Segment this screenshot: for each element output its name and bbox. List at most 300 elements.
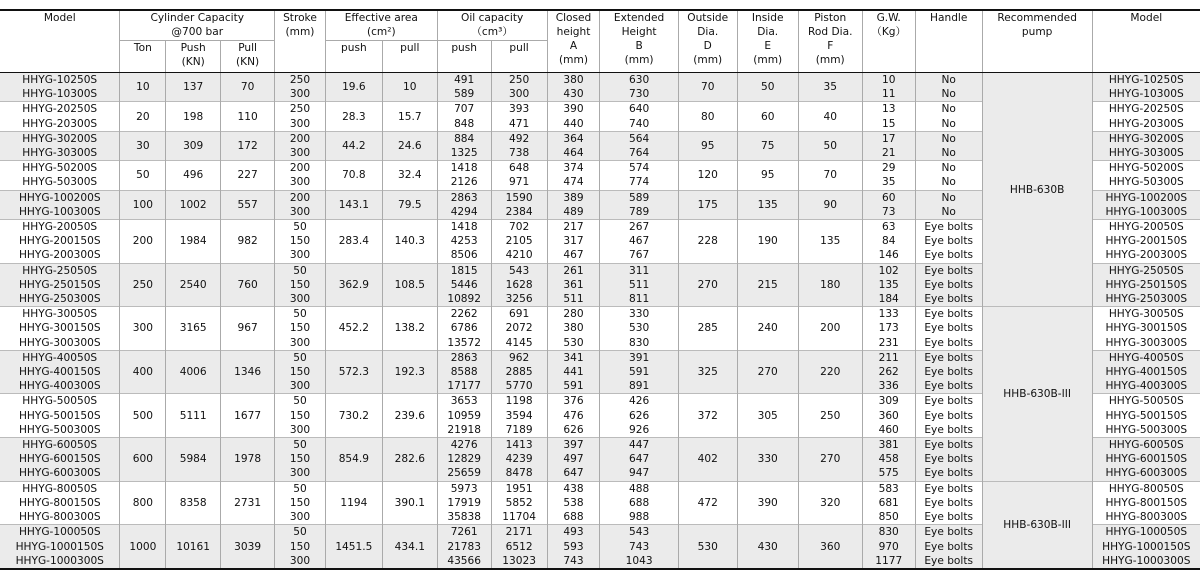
oil-pull-cell: 962 (491, 350, 547, 365)
model-right-cell: HHYG-10250S (1092, 73, 1200, 88)
pull-kn-cell: 967 (221, 307, 275, 351)
model-cell: HHYG-300150S (0, 321, 120, 335)
stroke-cell: 300 (275, 336, 326, 351)
handle-cell: Eye bolts (915, 248, 982, 263)
stroke-cell: 300 (275, 466, 326, 481)
oil-pull-cell: 250 (491, 73, 547, 88)
extended-height-cell: 988 (600, 510, 678, 525)
header-oil-capacity: Oil capacity （cm³） (437, 10, 547, 41)
model-right-cell: HHYG-30050S (1092, 307, 1200, 322)
area-push-cell: 19.6 (325, 73, 382, 102)
push-kn-cell: 5984 (166, 438, 221, 482)
model-right-cell: HHYG-100050S (1092, 525, 1200, 540)
outside-dia-cell: 372 (678, 394, 737, 438)
closed-height-cell: 440 (547, 117, 600, 132)
stroke-cell: 150 (275, 365, 326, 379)
model-cell: HHYG-800300S (0, 510, 120, 525)
area-push-cell: 283.4 (325, 220, 382, 264)
area-pull-cell: 140.3 (382, 220, 437, 264)
closed-height-cell: 538 (547, 496, 600, 510)
gross-weight-cell: 575 (862, 466, 915, 481)
area-pull-cell: 138.2 (382, 307, 437, 351)
handle-cell: Eye bolts (915, 365, 982, 379)
extended-height-cell: 467 (600, 234, 678, 248)
gross-weight-cell: 84 (862, 234, 915, 248)
handle-cell: Eye bolts (915, 292, 982, 307)
area-pull-cell: 79.5 (382, 190, 437, 219)
inside-dia-cell: 215 (737, 263, 798, 307)
handle-cell: No (915, 131, 982, 146)
model-cell: HHYG-40050S (0, 350, 120, 365)
model-cell: HHYG-20300S (0, 117, 120, 132)
inside-dia-cell: 305 (737, 394, 798, 438)
oil-push-cell: 43566 (437, 554, 491, 569)
oil-push-cell: 10892 (437, 292, 491, 307)
handle-cell: No (915, 205, 982, 220)
push-kn-cell: 309 (166, 131, 221, 160)
area-push-cell: 28.3 (325, 102, 382, 131)
ton-cell: 1000 (120, 525, 166, 569)
extended-height-cell: 564 (600, 131, 678, 146)
oil-pull-cell: 691 (491, 307, 547, 322)
gross-weight-cell: 133 (862, 307, 915, 322)
model-right-cell: HHYG-1000300S (1092, 554, 1200, 569)
model-right-cell: HHYG-250150S (1092, 278, 1200, 292)
gross-weight-cell: 146 (862, 248, 915, 263)
push-kn-cell: 8358 (166, 481, 221, 525)
model-cell: HHYG-20050S (0, 220, 120, 235)
closed-height-cell: 341 (547, 350, 600, 365)
header-handle: Handle (915, 10, 982, 73)
gross-weight-cell: 970 (862, 540, 915, 554)
gross-weight-cell: 11 (862, 87, 915, 102)
oil-push-cell: 2863 (437, 350, 491, 365)
inside-dia-cell: 60 (737, 102, 798, 131)
gross-weight-cell: 360 (862, 409, 915, 423)
gross-weight-cell: 17 (862, 131, 915, 146)
area-push-cell: 143.1 (325, 190, 382, 219)
pull-kn-cell: 70 (221, 73, 275, 102)
model-cell: HHYG-100300S (0, 205, 120, 220)
extended-height-cell: 789 (600, 205, 678, 220)
handle-cell: No (915, 102, 982, 117)
header-extended-height: Extended Height B (mm) (600, 10, 678, 73)
stroke-cell: 50 (275, 481, 326, 496)
gross-weight-cell: 73 (862, 205, 915, 220)
oil-pull-cell: 11704 (491, 510, 547, 525)
oil-pull-cell: 1628 (491, 278, 547, 292)
oil-pull-cell: 13023 (491, 554, 547, 569)
stroke-cell: 50 (275, 350, 326, 365)
header-oil-pull: pull (491, 41, 547, 73)
gross-weight-cell: 460 (862, 423, 915, 438)
closed-height-cell: 280 (547, 307, 600, 322)
extended-height-cell: 589 (600, 190, 678, 205)
gross-weight-cell: 262 (862, 365, 915, 379)
oil-push-cell: 2863 (437, 190, 491, 205)
area-pull-cell: 32.4 (382, 161, 437, 190)
handle-cell: No (915, 190, 982, 205)
closed-height-cell: 474 (547, 175, 600, 190)
oil-pull-cell: 4210 (491, 248, 547, 263)
model-right-cell: HHYG-400300S (1092, 379, 1200, 394)
gross-weight-cell: 63 (862, 220, 915, 235)
stroke-cell: 300 (275, 205, 326, 220)
area-pull-cell: 282.6 (382, 438, 437, 482)
model-cell: HHYG-25050S (0, 263, 120, 278)
area-pull-cell: 192.3 (382, 350, 437, 394)
header-gross-weight: G.W. （Kg） (862, 10, 915, 73)
stroke-cell: 250 (275, 102, 326, 117)
model-right-cell: HHYG-250300S (1092, 292, 1200, 307)
oil-push-cell: 1815 (437, 263, 491, 278)
handle-cell: Eye bolts (915, 350, 982, 365)
closed-height-cell: 361 (547, 278, 600, 292)
extended-height-cell: 447 (600, 438, 678, 453)
handle-cell: Eye bolts (915, 510, 982, 525)
pull-kn-cell: 1677 (221, 394, 275, 438)
model-cell: HHYG-10300S (0, 87, 120, 102)
header-closed-height: Closed height A (mm) (547, 10, 600, 73)
oil-push-cell: 1418 (437, 161, 491, 176)
oil-push-cell: 6786 (437, 321, 491, 335)
piston-rod-dia-cell: 90 (798, 190, 862, 219)
piston-rod-dia-cell: 180 (798, 263, 862, 307)
closed-height-cell: 647 (547, 466, 600, 481)
recommended-pump-cell: HHB-630B (982, 73, 1092, 307)
handle-cell: Eye bolts (915, 554, 982, 569)
extended-height-cell: 767 (600, 248, 678, 263)
inside-dia-cell: 240 (737, 307, 798, 351)
stroke-cell: 50 (275, 307, 326, 322)
closed-height-cell: 364 (547, 131, 600, 146)
pull-kn-cell: 760 (221, 263, 275, 307)
piston-rod-dia-cell: 320 (798, 481, 862, 525)
gross-weight-cell: 10 (862, 73, 915, 88)
gross-weight-cell: 135 (862, 278, 915, 292)
model-right-cell: HHYG-25050S (1092, 263, 1200, 278)
model-right-cell: HHYG-500300S (1092, 423, 1200, 438)
oil-push-cell: 7261 (437, 525, 491, 540)
header-model-right: Model (1092, 10, 1200, 73)
model-right-cell: HHYG-100300S (1092, 205, 1200, 220)
model-cell: HHYG-100200S (0, 190, 120, 205)
oil-push-cell: 21918 (437, 423, 491, 438)
gross-weight-cell: 381 (862, 438, 915, 453)
ton-cell: 200 (120, 220, 166, 264)
push-kn-cell: 3165 (166, 307, 221, 351)
pull-kn-cell: 982 (221, 220, 275, 264)
handle-cell: Eye bolts (915, 525, 982, 540)
ton-cell: 50 (120, 161, 166, 190)
stroke-cell: 300 (275, 117, 326, 132)
oil-push-cell: 589 (437, 87, 491, 102)
model-right-cell: HHYG-10300S (1092, 87, 1200, 102)
ton-cell: 400 (120, 350, 166, 394)
stroke-cell: 300 (275, 146, 326, 161)
extended-height-cell: 730 (600, 87, 678, 102)
piston-rod-dia-cell: 40 (798, 102, 862, 131)
closed-height-cell: 743 (547, 554, 600, 569)
area-pull-cell: 434.1 (382, 525, 437, 569)
model-cell: HHYG-30300S (0, 146, 120, 161)
table-header (0, 10, 1200, 73)
extended-height-cell: 330 (600, 307, 678, 322)
oil-push-cell: 1325 (437, 146, 491, 161)
model-cell: HHYG-30200S (0, 131, 120, 146)
model-cell: HHYG-600300S (0, 466, 120, 481)
handle-cell: Eye bolts (915, 394, 982, 409)
push-kn-cell: 10161 (166, 525, 221, 569)
closed-height-cell: 467 (547, 248, 600, 263)
area-push-cell: 44.2 (325, 131, 382, 160)
outside-dia-cell: 95 (678, 131, 737, 160)
oil-pull-cell: 7189 (491, 423, 547, 438)
handle-cell: Eye bolts (915, 466, 982, 481)
stroke-cell: 150 (275, 452, 326, 466)
oil-push-cell: 1418 (437, 220, 491, 235)
inside-dia-cell: 75 (737, 131, 798, 160)
area-pull-cell: 24.6 (382, 131, 437, 160)
closed-height-cell: 438 (547, 481, 600, 496)
header-push-kn: Push (KN) (166, 41, 221, 73)
oil-pull-cell: 393 (491, 102, 547, 117)
area-push-cell: 1194 (325, 481, 382, 525)
oil-pull-cell: 6512 (491, 540, 547, 554)
oil-pull-cell: 4239 (491, 452, 547, 466)
outside-dia-cell: 325 (678, 350, 737, 394)
model-right-cell: HHYG-40050S (1092, 350, 1200, 365)
gross-weight-cell: 1177 (862, 554, 915, 569)
stroke-cell: 150 (275, 321, 326, 335)
closed-height-cell: 389 (547, 190, 600, 205)
model-cell: HHYG-1000300S (0, 554, 120, 569)
gross-weight-cell: 102 (862, 263, 915, 278)
oil-pull-cell: 1198 (491, 394, 547, 409)
model-cell: HHYG-30050S (0, 307, 120, 322)
model-cell: HHYG-500300S (0, 423, 120, 438)
stroke-cell: 300 (275, 510, 326, 525)
model-cell: HHYG-60050S (0, 438, 120, 453)
oil-push-cell: 491 (437, 73, 491, 88)
piston-rod-dia-cell: 135 (798, 220, 862, 264)
extended-height-cell: 630 (600, 73, 678, 88)
stroke-cell: 300 (275, 175, 326, 190)
piston-rod-dia-cell: 200 (798, 307, 862, 351)
gross-weight-cell: 60 (862, 190, 915, 205)
piston-rod-dia-cell: 35 (798, 73, 862, 102)
model-right-cell: HHYG-1000150S (1092, 540, 1200, 554)
inside-dia-cell: 190 (737, 220, 798, 264)
handle-cell: No (915, 161, 982, 176)
gross-weight-cell: 458 (862, 452, 915, 466)
handle-cell: Eye bolts (915, 336, 982, 351)
extended-height-cell: 311 (600, 263, 678, 278)
push-kn-cell: 198 (166, 102, 221, 131)
oil-pull-cell: 738 (491, 146, 547, 161)
extended-height-cell: 1043 (600, 554, 678, 569)
outside-dia-cell: 402 (678, 438, 737, 482)
model-right-cell: HHYG-200150S (1092, 234, 1200, 248)
pull-kn-cell: 2731 (221, 481, 275, 525)
stroke-cell: 250 (275, 73, 326, 88)
closed-height-cell: 511 (547, 292, 600, 307)
model-right-cell: HHYG-30200S (1092, 131, 1200, 146)
oil-push-cell: 25659 (437, 466, 491, 481)
model-right-cell: HHYG-500150S (1092, 409, 1200, 423)
oil-pull-cell: 8478 (491, 466, 547, 481)
pull-kn-cell: 172 (221, 131, 275, 160)
stroke-cell: 50 (275, 220, 326, 235)
inside-dia-cell: 390 (737, 481, 798, 525)
model-right-cell: HHYG-800150S (1092, 496, 1200, 510)
handle-cell: Eye bolts (915, 409, 982, 423)
oil-push-cell: 17919 (437, 496, 491, 510)
model-right-cell: HHYG-30300S (1092, 146, 1200, 161)
handle-cell: No (915, 175, 982, 190)
piston-rod-dia-cell: 70 (798, 161, 862, 190)
extended-height-cell: 391 (600, 350, 678, 365)
extended-height-cell: 626 (600, 409, 678, 423)
closed-height-cell: 317 (547, 234, 600, 248)
gross-weight-cell: 29 (862, 161, 915, 176)
oil-pull-cell: 2384 (491, 205, 547, 220)
inside-dia-cell: 135 (737, 190, 798, 219)
handle-cell: Eye bolts (915, 263, 982, 278)
pull-kn-cell: 3039 (221, 525, 275, 569)
closed-height-cell: 530 (547, 336, 600, 351)
oil-pull-cell: 300 (491, 87, 547, 102)
model-right-cell: HHYG-100200S (1092, 190, 1200, 205)
oil-push-cell: 707 (437, 102, 491, 117)
model-cell: HHYG-200150S (0, 234, 120, 248)
area-pull-cell: 239.6 (382, 394, 437, 438)
oil-push-cell: 4253 (437, 234, 491, 248)
closed-height-cell: 380 (547, 321, 600, 335)
stroke-cell: 200 (275, 161, 326, 176)
closed-height-cell: 430 (547, 87, 600, 102)
area-push-cell: 70.8 (325, 161, 382, 190)
handle-cell: Eye bolts (915, 438, 982, 453)
oil-pull-cell: 5770 (491, 379, 547, 394)
stroke-cell: 50 (275, 263, 326, 278)
gross-weight-cell: 583 (862, 481, 915, 496)
handle-cell: Eye bolts (915, 496, 982, 510)
model-cell: HHYG-50050S (0, 394, 120, 409)
oil-push-cell: 8506 (437, 248, 491, 263)
pull-kn-cell: 1978 (221, 438, 275, 482)
extended-height-cell: 267 (600, 220, 678, 235)
handle-cell: No (915, 117, 982, 132)
handle-cell: Eye bolts (915, 234, 982, 248)
table-row (0, 481, 1200, 496)
closed-height-cell: 397 (547, 438, 600, 453)
extended-height-cell: 647 (600, 452, 678, 466)
model-cell: HHYG-1000150S (0, 540, 120, 554)
area-push-cell: 854.9 (325, 438, 382, 482)
handle-cell: Eye bolts (915, 379, 982, 394)
push-kn-cell: 4006 (166, 350, 221, 394)
stroke-cell: 150 (275, 409, 326, 423)
model-right-cell: HHYG-20250S (1092, 102, 1200, 117)
stroke-cell: 300 (275, 87, 326, 102)
closed-height-cell: 591 (547, 379, 600, 394)
model-cell: HHYG-50200S (0, 161, 120, 176)
area-push-cell: 1451.5 (325, 525, 382, 569)
oil-pull-cell: 2072 (491, 321, 547, 335)
inside-dia-cell: 95 (737, 161, 798, 190)
header-oil-push: push (437, 41, 491, 73)
stroke-cell: 50 (275, 394, 326, 409)
pull-kn-cell: 227 (221, 161, 275, 190)
closed-height-cell: 376 (547, 394, 600, 409)
stroke-cell: 150 (275, 234, 326, 248)
oil-push-cell: 5973 (437, 481, 491, 496)
pull-kn-cell: 557 (221, 190, 275, 219)
area-pull-cell: 10 (382, 73, 437, 102)
gross-weight-cell: 184 (862, 292, 915, 307)
closed-height-cell: 688 (547, 510, 600, 525)
header-model: Model (0, 10, 120, 73)
extended-height-cell: 511 (600, 278, 678, 292)
header-piston-rod-dia: Piston Rod Dia. F (mm) (798, 10, 862, 73)
model-right-cell: HHYG-20050S (1092, 220, 1200, 235)
handle-cell: Eye bolts (915, 423, 982, 438)
closed-height-cell: 464 (547, 146, 600, 161)
closed-height-cell: 380 (547, 73, 600, 88)
handle-cell: Eye bolts (915, 307, 982, 322)
push-kn-cell: 1984 (166, 220, 221, 264)
oil-pull-cell: 3256 (491, 292, 547, 307)
stroke-cell: 150 (275, 278, 326, 292)
oil-pull-cell: 1413 (491, 438, 547, 453)
model-cell: HHYG-400150S (0, 365, 120, 379)
extended-height-cell: 574 (600, 161, 678, 176)
oil-pull-cell: 2171 (491, 525, 547, 540)
gross-weight-cell: 309 (862, 394, 915, 409)
recommended-pump-cell: HHB-630B-III (982, 481, 1092, 569)
piston-rod-dia-cell: 50 (798, 131, 862, 160)
piston-rod-dia-cell: 220 (798, 350, 862, 394)
outside-dia-cell: 530 (678, 525, 737, 569)
extended-height-cell: 488 (600, 481, 678, 496)
oil-push-cell: 8588 (437, 365, 491, 379)
model-cell: HHYG-300300S (0, 336, 120, 351)
oil-pull-cell: 3594 (491, 409, 547, 423)
inside-dia-cell: 270 (737, 350, 798, 394)
stroke-cell: 200 (275, 190, 326, 205)
model-right-cell: HHYG-50200S (1092, 161, 1200, 176)
stroke-cell: 300 (275, 248, 326, 263)
handle-cell: No (915, 73, 982, 88)
closed-height-cell: 374 (547, 161, 600, 176)
model-right-cell: HHYG-50050S (1092, 394, 1200, 409)
model-right-cell: HHYG-800300S (1092, 510, 1200, 525)
oil-push-cell: 13572 (437, 336, 491, 351)
header-ton: Ton (120, 41, 166, 73)
oil-pull-cell: 1951 (491, 481, 547, 496)
inside-dia-cell: 50 (737, 73, 798, 102)
oil-push-cell: 4294 (437, 205, 491, 220)
handle-cell: Eye bolts (915, 481, 982, 496)
extended-height-cell: 774 (600, 175, 678, 190)
table-body (0, 73, 1200, 569)
inside-dia-cell: 330 (737, 438, 798, 482)
table-row (0, 307, 1200, 322)
oil-pull-cell: 543 (491, 263, 547, 278)
stroke-cell: 300 (275, 423, 326, 438)
extended-height-cell: 543 (600, 525, 678, 540)
